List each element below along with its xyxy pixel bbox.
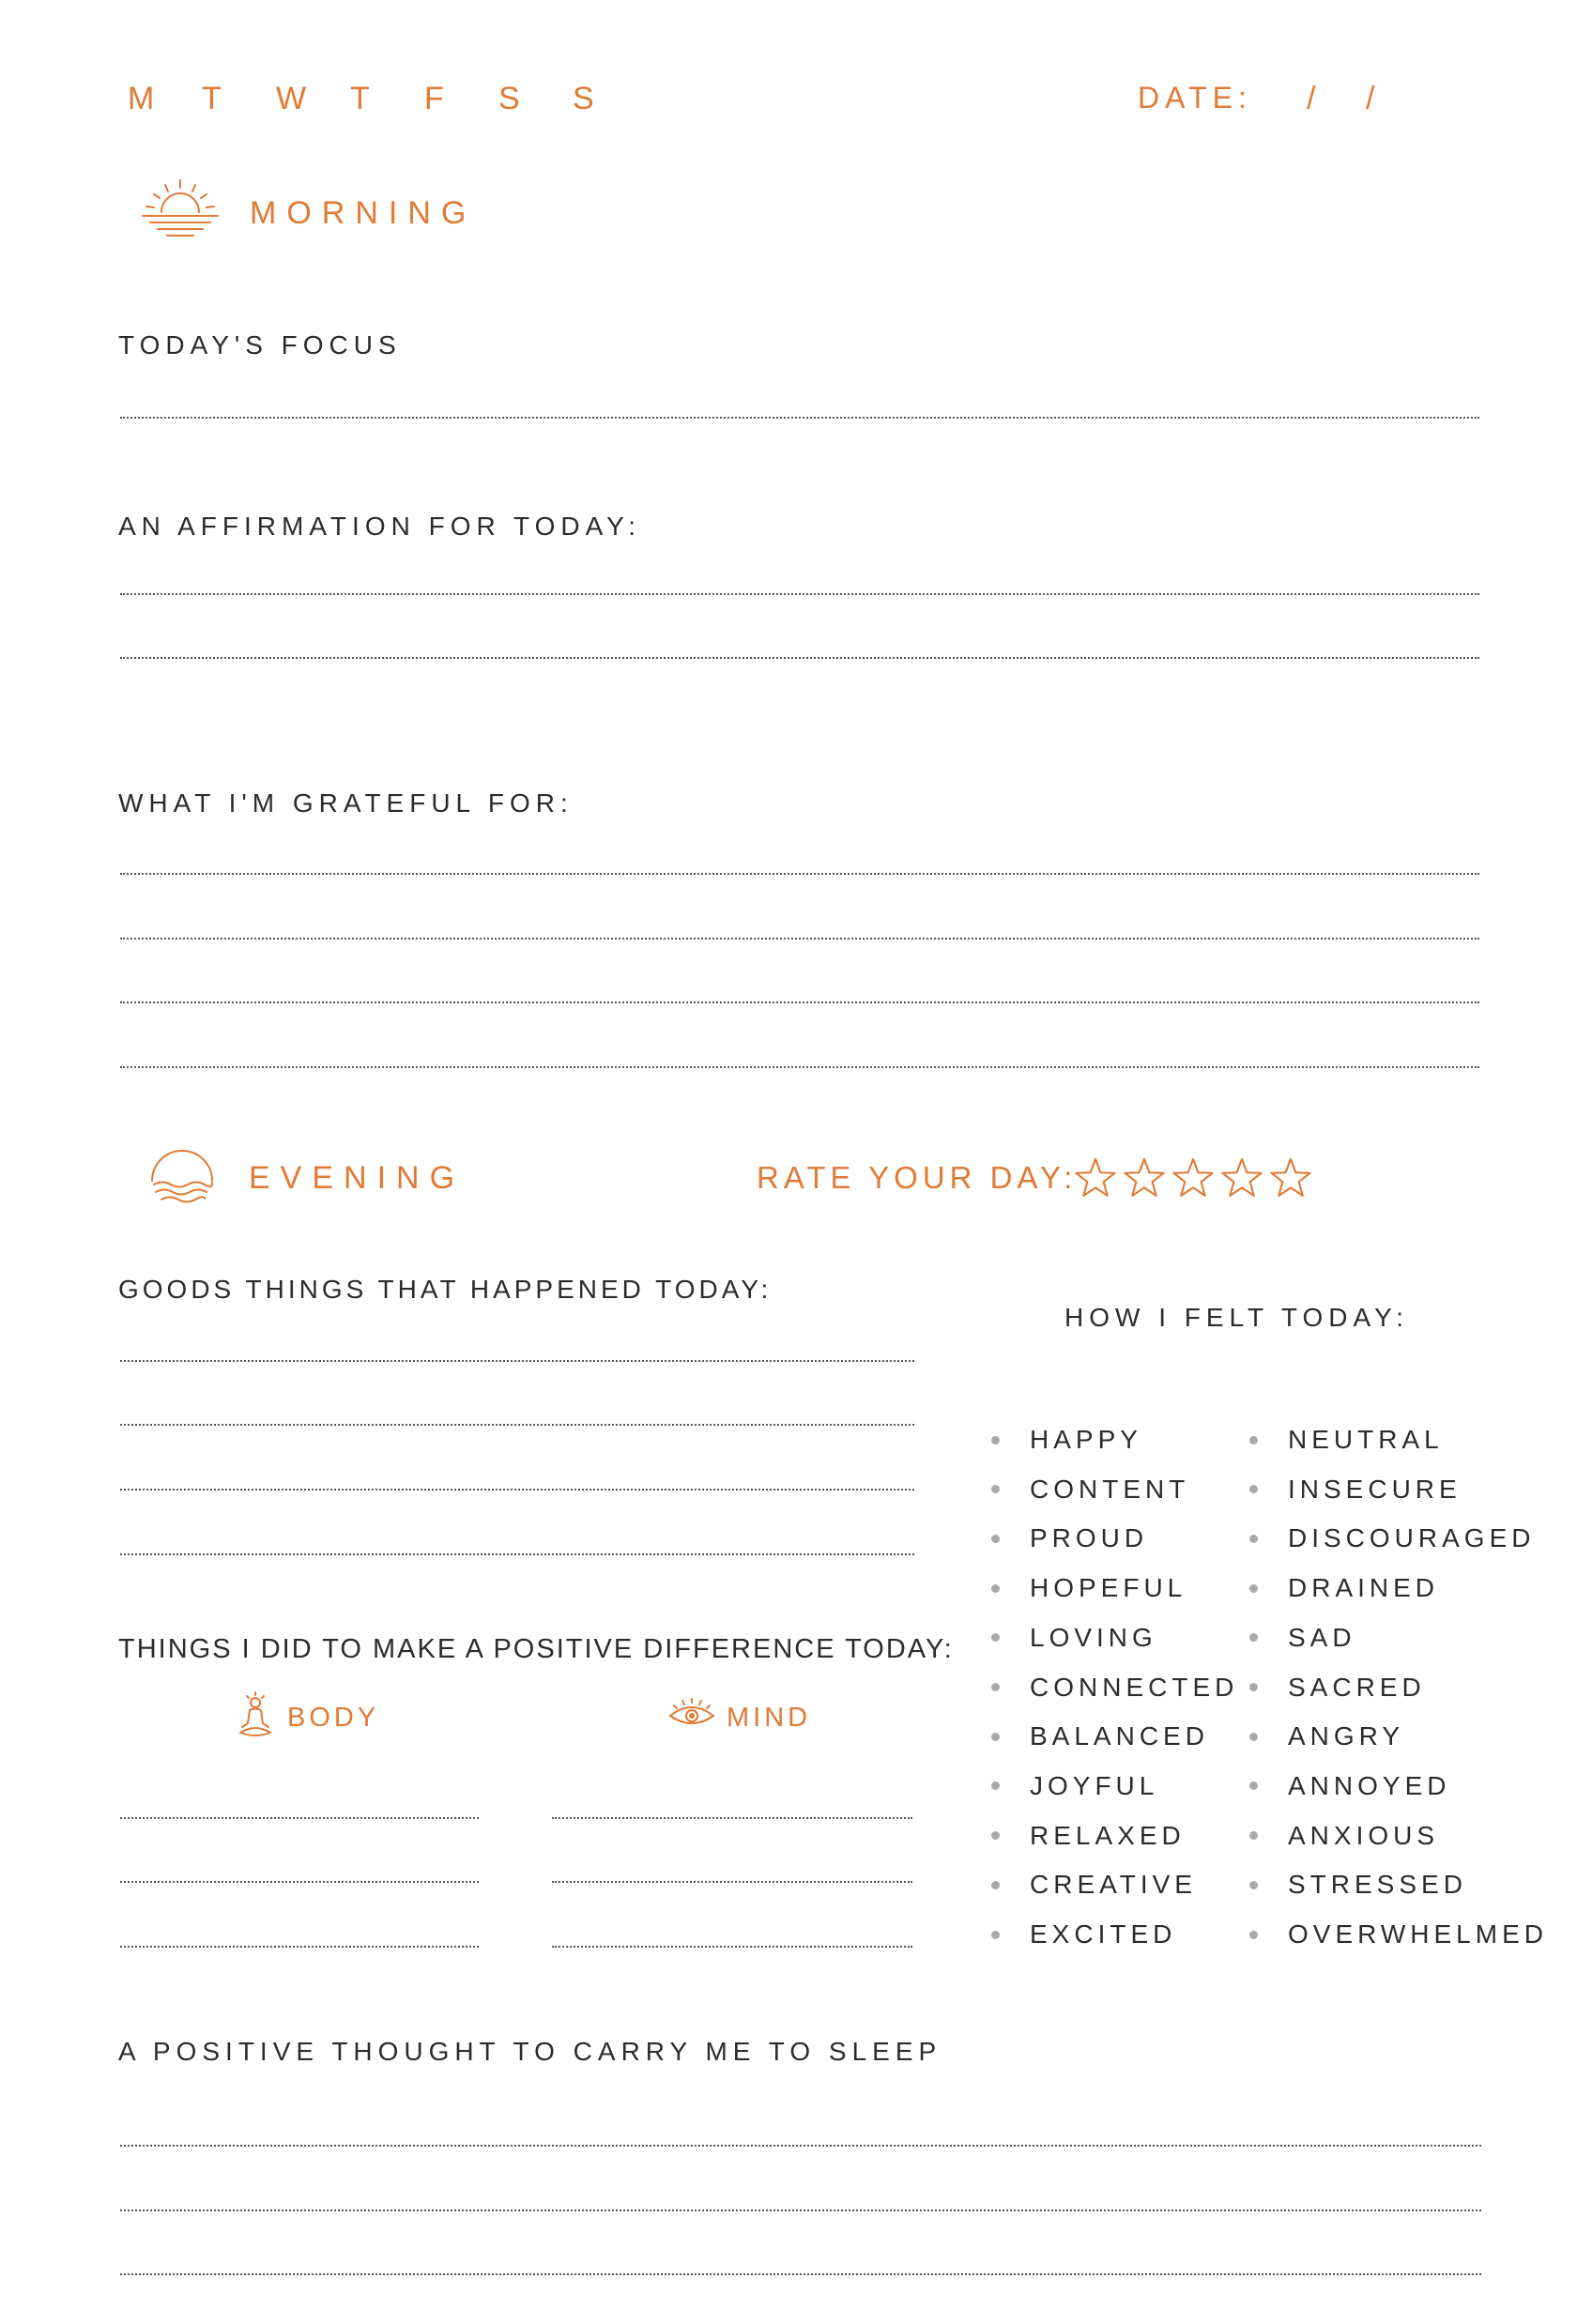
grateful-label: WHAT I'M GRATEFUL FOR: — [118, 788, 574, 818]
feeling-label: LOVING — [1030, 1622, 1157, 1652]
feeling-item[interactable] — [1249, 1673, 1426, 1703]
sleep-thought-line[interactable] — [120, 2145, 1481, 2147]
bullet-icon — [1249, 1436, 1258, 1445]
day-sunday[interactable]: S — [573, 81, 596, 116]
feeling-item[interactable] — [1249, 1623, 1356, 1653]
good-things-line[interactable] — [120, 1553, 914, 1555]
feeling-label: DISCOURAGED — [1288, 1523, 1536, 1553]
feeling-item[interactable] — [1249, 1425, 1444, 1455]
grateful-line[interactable] — [120, 1001, 1479, 1003]
feeling-item[interactable] — [991, 1870, 1197, 1900]
good-things-line[interactable] — [120, 1489, 914, 1491]
feeling-item[interactable] — [991, 1523, 1148, 1553]
sunset-icon — [148, 1147, 216, 1209]
feeling-item[interactable] — [1249, 1870, 1467, 1900]
feeling-label: SACRED — [1288, 1672, 1426, 1702]
feeling-label: NEUTRAL — [1288, 1425, 1444, 1454]
feeling-label: ANNOYED — [1288, 1770, 1451, 1800]
how-i-felt-label: HOW I FELT TODAY: — [1064, 1303, 1410, 1332]
eye-icon — [666, 1697, 717, 1731]
mind-line[interactable] — [552, 1946, 912, 1948]
good-things-line[interactable] — [120, 1360, 914, 1362]
star-outline-icon[interactable] — [1220, 1156, 1263, 1200]
positive-difference-label: THINGS I DID TO MAKE A POSITIVE DIFFERENCE TODAY: — [118, 1634, 954, 1664]
feeling-label: BALANCED — [1030, 1721, 1209, 1751]
focus-line[interactable] — [120, 417, 1479, 419]
star-outline-icon[interactable] — [1269, 1156, 1312, 1200]
meditation-icon — [235, 1691, 276, 1738]
bullet-icon — [1249, 1881, 1258, 1889]
feeling-label: CREATIVE — [1030, 1870, 1197, 1900]
sleep-thought-label: A POSITIVE THOUGHT TO CARRY ME TO SLEEP — [118, 2037, 942, 2066]
day-saturday[interactable]: S — [498, 81, 522, 116]
feeling-label: OVERWHELMED — [1288, 1919, 1548, 1949]
bullet-icon — [1249, 1831, 1258, 1840]
day-friday[interactable]: F — [424, 81, 446, 116]
feeling-label: RELAXED — [1030, 1820, 1186, 1850]
date-separator: / — [1307, 81, 1316, 116]
feeling-item[interactable] — [991, 1721, 1209, 1751]
evening-title: EVENING — [249, 1160, 466, 1196]
good-things-label: GOODS THINGS THAT HAPPENED TODAY: — [118, 1275, 773, 1304]
bullet-icon — [991, 1535, 1000, 1543]
bullet-icon — [991, 1683, 1000, 1691]
sleep-thought-line[interactable] — [120, 2273, 1481, 2275]
rate-your-day-label: RATE YOUR DAY: — [757, 1160, 1078, 1195]
star-rating — [1074, 1156, 1312, 1200]
affirmation-line[interactable] — [120, 657, 1479, 659]
feeling-item[interactable] — [991, 1623, 1157, 1653]
feeling-label: ANGRY — [1288, 1721, 1405, 1751]
feeling-item[interactable] — [1249, 1821, 1439, 1851]
bullet-icon — [991, 1436, 1000, 1445]
feeling-item[interactable] — [991, 1821, 1186, 1851]
body-line[interactable] — [120, 1881, 479, 1883]
bullet-icon — [991, 1733, 1000, 1741]
todays-focus-label: TODAY'S FOCUS — [118, 330, 402, 359]
body-line[interactable] — [120, 1817, 479, 1819]
feeling-item[interactable] — [1249, 1771, 1450, 1801]
bullet-icon — [1249, 1931, 1258, 1939]
star-outline-icon[interactable] — [1171, 1156, 1215, 1200]
feeling-label: DRAINED — [1288, 1573, 1440, 1603]
bullet-icon — [1249, 1733, 1258, 1741]
bullet-icon — [991, 1931, 1000, 1939]
feeling-label: JOYFUL — [1030, 1770, 1159, 1800]
feeling-item[interactable] — [991, 1673, 1238, 1703]
affirmation-line[interactable] — [120, 593, 1479, 595]
grateful-line[interactable] — [120, 938, 1479, 940]
feeling-item[interactable] — [1249, 1919, 1548, 1949]
bullet-icon — [1249, 1633, 1258, 1642]
feeling-label: ANXIOUS — [1288, 1820, 1440, 1850]
body-label: BODY — [287, 1703, 380, 1733]
feeling-label: SAD — [1288, 1622, 1356, 1652]
date-label: DATE: — [1138, 81, 1252, 115]
bullet-icon — [991, 1485, 1000, 1493]
bullet-icon — [1249, 1535, 1258, 1543]
feeling-item[interactable] — [991, 1771, 1158, 1801]
feeling-item[interactable] — [1249, 1523, 1535, 1553]
mind-label: MIND — [727, 1703, 812, 1733]
morning-title: MORNING — [250, 195, 477, 231]
bullet-icon — [991, 1584, 1000, 1593]
feeling-item[interactable] — [991, 1573, 1187, 1603]
feeling-label: HAPPY — [1030, 1425, 1142, 1454]
mind-line[interactable] — [552, 1881, 912, 1883]
day-thursday[interactable]: T — [350, 81, 372, 116]
bullet-icon — [1249, 1485, 1258, 1493]
sleep-thought-line[interactable] — [120, 2209, 1481, 2211]
day-monday[interactable]: M — [128, 81, 157, 116]
good-things-line[interactable] — [120, 1424, 914, 1426]
feeling-label: HOPEFUL — [1030, 1573, 1187, 1603]
weekday-selector — [128, 81, 647, 117]
sunrise-icon — [139, 176, 222, 244]
bullet-icon — [1249, 1781, 1258, 1790]
feeling-item[interactable] — [991, 1475, 1189, 1505]
star-outline-icon[interactable] — [1074, 1156, 1117, 1200]
bullet-icon — [1249, 1584, 1258, 1593]
feeling-label: CONNECTED — [1030, 1672, 1239, 1702]
bullet-icon — [991, 1781, 1000, 1790]
bullet-icon — [991, 1881, 1000, 1889]
star-outline-icon[interactable] — [1123, 1156, 1166, 1200]
bullet-icon — [1249, 1683, 1258, 1691]
grateful-line[interactable] — [120, 1066, 1479, 1068]
feeling-item[interactable] — [991, 1919, 1176, 1949]
feeling-label: STRESSED — [1288, 1870, 1467, 1900]
mind-line[interactable] — [552, 1817, 912, 1819]
bullet-icon — [991, 1633, 1000, 1642]
feeling-item[interactable] — [1249, 1573, 1439, 1603]
day-wednesday[interactable]: W — [276, 81, 309, 116]
feeling-label: INSECURE — [1288, 1474, 1462, 1504]
feeling-item[interactable] — [1249, 1475, 1462, 1505]
day-tuesday[interactable]: T — [202, 81, 223, 116]
affirmation-label: AN AFFIRMATION FOR TODAY: — [118, 512, 642, 541]
grateful-line[interactable] — [120, 873, 1479, 875]
feeling-item[interactable] — [1249, 1721, 1404, 1751]
feeling-item[interactable] — [991, 1425, 1142, 1455]
feeling-label: CONTENT — [1030, 1474, 1190, 1504]
date-separator: / — [1366, 81, 1375, 116]
feeling-label: PROUD — [1030, 1523, 1149, 1553]
body-line[interactable] — [120, 1946, 479, 1948]
bullet-icon — [991, 1831, 1000, 1840]
feeling-label: EXCITED — [1030, 1919, 1177, 1949]
